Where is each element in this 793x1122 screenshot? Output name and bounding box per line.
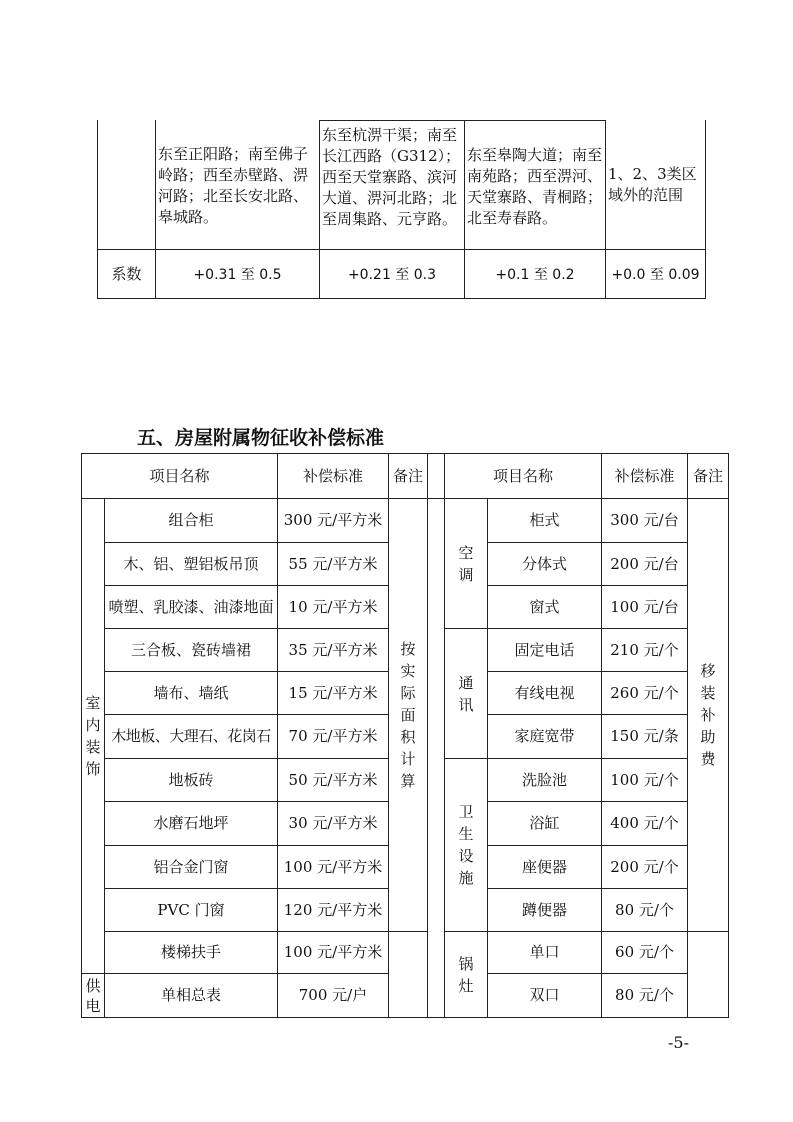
left-row-name: 组合柜 [104, 498, 278, 543]
left-row-name: 单相总表 [104, 973, 278, 1018]
right-row-name: 单口 [487, 931, 602, 974]
left-row-name: 喷塑、乳胶漆、油漆地面 [104, 585, 278, 629]
group-sanitary-label: 卫生设施 [458, 803, 474, 887]
zone-3-bounds: 东至皋陶大道；南至南苑路；西至淠河、天堂寨路、青桐路；北至寿春路。 [464, 120, 606, 250]
group-power-supply [81, 973, 105, 1018]
right-row-std: 200 元/台 [601, 542, 688, 586]
left-row-name: 铝合金门窗 [104, 845, 278, 889]
left-note-cell [388, 498, 428, 932]
left-row-std: 120 元/平方米 [277, 888, 389, 932]
header-right-std: 补偿标准 [601, 453, 688, 499]
right-row-std: 210 元/个 [601, 628, 688, 672]
section-title: 五、房屋附属物征收补偿标准 [137, 427, 385, 449]
right-row-std: 60 元/个 [601, 931, 688, 974]
right-note-text: 移装补助费 [700, 662, 716, 768]
top-table-empty-cell [97, 120, 156, 250]
left-row-name: 木地板、大理石、花岗石 [104, 714, 278, 759]
zone-1-bounds: 东至正阳路；南至佛子岭路；西至赤壁路、淠河路；北至长安北路、皋城路。 [155, 120, 320, 250]
group-power-label: 供电 [85, 976, 101, 1015]
right-row-std: 100 元/个 [601, 758, 688, 802]
left-row-std: 30 元/平方米 [277, 801, 389, 846]
left-row-std: 15 元/平方米 [277, 671, 389, 715]
right-row-name: 座便器 [487, 845, 602, 889]
left-row-name: 三合板、瓷砖墙裙 [104, 628, 278, 672]
group-communication [444, 628, 488, 759]
header-left-name: 项目名称 [81, 453, 278, 499]
right-row-name: 柜式 [487, 498, 602, 543]
right-row-name: 有线电视 [487, 671, 602, 715]
right-row-name: 蹲便器 [487, 888, 602, 932]
right-note-cell [687, 498, 729, 932]
group-air-conditioner [444, 498, 488, 629]
right-row-std: 100 元/台 [601, 585, 688, 629]
zone-4-bounds: 1、2、3类区域外的范围 [605, 120, 706, 250]
left-row-std: 700 元/户 [277, 973, 389, 1018]
right-row-std: 80 元/个 [601, 888, 688, 932]
group-stove [444, 931, 488, 1018]
coef-value-2: +0.21 至 0.3 [319, 249, 465, 299]
right-row-name: 家庭宽带 [487, 714, 602, 759]
group-air-conditioner-label: 空调 [458, 543, 474, 584]
right-row-std: 300 元/台 [601, 498, 688, 543]
left-row-std: 100 元/平方米 [277, 931, 389, 974]
right-row-name: 浴缸 [487, 801, 602, 846]
group-interior-decoration [81, 498, 105, 974]
coef-value-1: +0.31 至 0.5 [155, 249, 320, 299]
right-row-std: 400 元/个 [601, 801, 688, 846]
header-right-name: 项目名称 [444, 453, 602, 499]
table-divider-gap [427, 453, 445, 499]
right-row-name: 窗式 [487, 585, 602, 629]
right-note-empty [687, 931, 729, 1018]
group-sanitary [444, 758, 488, 932]
right-row-std: 80 元/个 [601, 973, 688, 1018]
header-left-std: 补偿标准 [277, 453, 389, 499]
left-row-std: 10 元/平方米 [277, 585, 389, 629]
left-row-name: 楼梯扶手 [104, 931, 278, 974]
left-row-name: 墙布、墙纸 [104, 671, 278, 715]
left-row-std: 35 元/平方米 [277, 628, 389, 672]
right-row-name: 洗脸池 [487, 758, 602, 802]
left-note-empty [388, 931, 428, 1018]
coef-value-4: +0.0 至 0.09 [605, 249, 706, 299]
group-interior-label: 室内装饰 [85, 694, 101, 778]
group-stove-label: 锅灶 [458, 954, 474, 995]
left-row-std: 50 元/平方米 [277, 758, 389, 802]
right-row-name: 双口 [487, 973, 602, 1018]
right-row-name: 分体式 [487, 542, 602, 586]
coef-label: 系数 [97, 249, 156, 299]
right-row-name: 固定电话 [487, 628, 602, 672]
header-right-note: 备注 [687, 453, 729, 499]
left-row-name: 水磨石地坪 [104, 801, 278, 846]
left-row-name: 地板砖 [104, 758, 278, 802]
table-divider-gap [427, 498, 445, 1018]
group-communication-label: 通讯 [458, 673, 474, 714]
left-row-name: PVC 门窗 [104, 888, 278, 932]
left-row-std: 70 元/平方米 [277, 714, 389, 759]
left-note-text: 按实际面积计算 [400, 640, 416, 790]
header-left-note: 备注 [388, 453, 428, 499]
left-row-std: 100 元/平方米 [277, 845, 389, 889]
left-row-name: 木、铝、塑铝板吊顶 [104, 542, 278, 586]
right-row-std: 260 元/个 [601, 671, 688, 715]
zone-2-bounds: 东至杭淠干渠；南至长江西路（G312）；西至天堂寨路、滨河大道、淠河北路；北至周集路、元亨路。 [319, 120, 465, 250]
left-row-std: 300 元/平方米 [277, 498, 389, 543]
left-row-std: 55 元/平方米 [277, 542, 389, 586]
page-number: -5- [668, 1033, 689, 1052]
right-row-std: 200 元/个 [601, 845, 688, 889]
right-row-std: 150 元/条 [601, 714, 688, 759]
coef-value-3: +0.1 至 0.2 [464, 249, 606, 299]
